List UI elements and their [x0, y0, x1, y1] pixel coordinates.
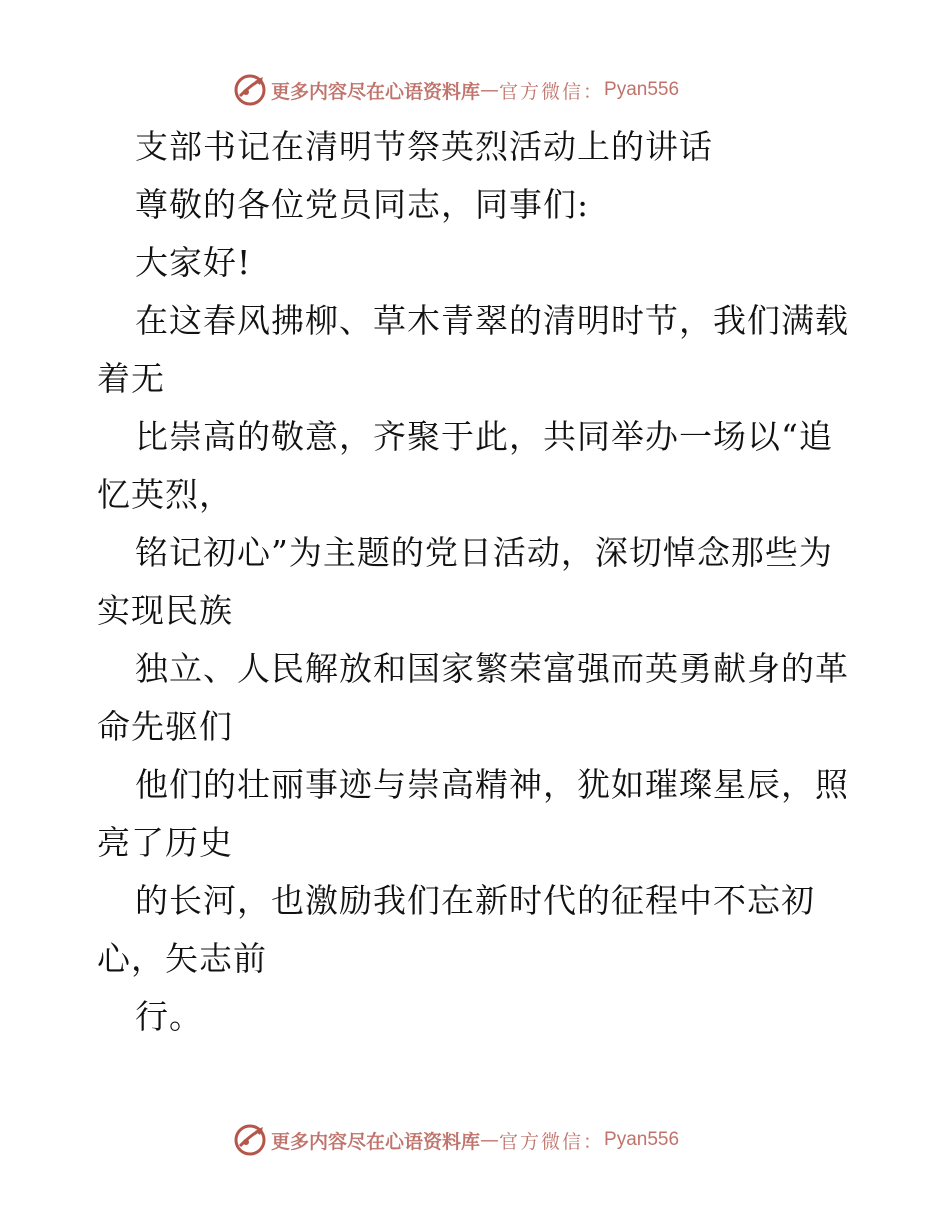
- paragraph-line: 亮了历史: [97, 823, 233, 862]
- brand-logo-icon: [233, 1123, 267, 1157]
- watermark-separator: —: [480, 79, 500, 101]
- watermark-footer: [233, 1122, 679, 1158]
- document-body: [97, 126, 857, 1054]
- paragraph-line: 着无: [97, 359, 165, 398]
- paragraph-line: 铭记初心”为主题的党日活动，深切悼念那些为: [135, 533, 833, 572]
- watermark-official-label: 官方微信：: [499, 1130, 605, 1153]
- paragraph-line: 比崇高的敬意，齐聚于此，共同举办一场以“追: [135, 417, 833, 456]
- watermark-official-label: 官方微信：: [499, 80, 605, 103]
- paragraph-line: 他们的壮丽事迹与崇高精神，犹如璀璨星辰，照: [135, 765, 849, 804]
- paragraph-line: 的长河，也激励我们在新时代的征程中不忘初: [135, 881, 815, 920]
- watermark-wechat-id: Pyan556: [604, 79, 680, 100]
- watermark-header: [233, 72, 679, 108]
- paragraph-line: 在这春风拂柳、草木青翠的清明时节，我们满载: [135, 301, 849, 340]
- watermark-wechat-id: Pyan556: [604, 1129, 680, 1150]
- paragraph-line: 行。: [135, 997, 203, 1036]
- paragraph-line: 心，矢志前: [97, 939, 267, 978]
- document-title: 支部书记在清明节祭英烈活动上的讲话: [135, 127, 713, 166]
- greeting: 大家好!: [135, 243, 252, 282]
- paragraph-line: 实现民族: [97, 591, 233, 630]
- brand-logo-icon: [233, 73, 267, 107]
- watermark-brand-text: 更多内容尽在心语资料库: [271, 1130, 481, 1153]
- paragraph-line: 命先驱们: [97, 707, 233, 746]
- paragraph-line: 忆英烈，: [97, 475, 233, 514]
- salutation: 尊敬的各位党员同志，同事们:: [135, 185, 590, 224]
- watermark-separator: —: [480, 1129, 500, 1151]
- paragraph-line: 独立、人民解放和国家繁荣富强而英勇献身的革: [135, 649, 849, 688]
- watermark-brand-text: 更多内容尽在心语资料库: [271, 80, 481, 103]
